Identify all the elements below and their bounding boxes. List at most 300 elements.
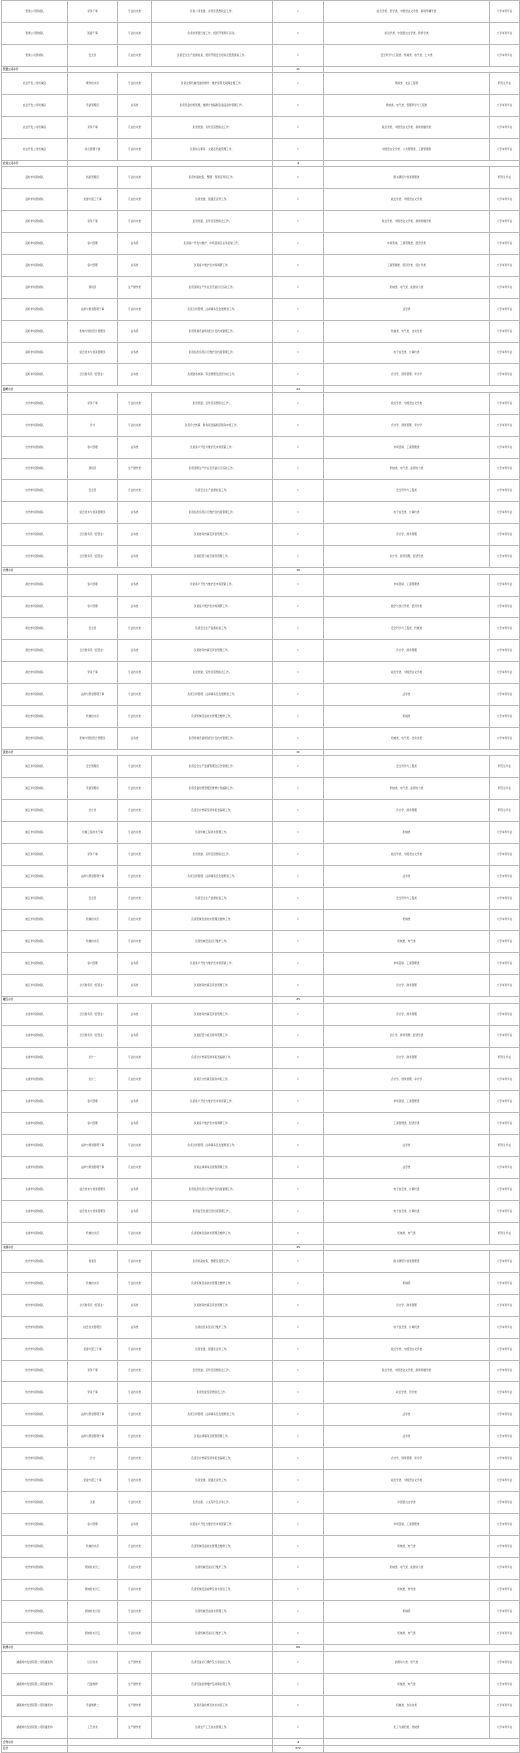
requirement-cell: 中国语言文学类 bbox=[324, 1491, 490, 1513]
duty-cell: 负责设备运行操作及日常巡检工作。 bbox=[152, 1651, 273, 1673]
post-cell: 党建与团工干事 bbox=[68, 189, 118, 211]
empty-cell bbox=[68, 568, 273, 575]
requirement-cell: 电子信息类、计算机类 bbox=[324, 1178, 490, 1200]
requirement-cell: 机械类 bbox=[324, 909, 490, 931]
education-cell: 大学本科毕业 bbox=[490, 1069, 520, 1091]
duty-cell: 负责党建、宣传及思想政治工作。 bbox=[152, 117, 273, 139]
type-cell: 专业技术类 bbox=[118, 1222, 152, 1244]
duty-cell: 负责设备检修及技术改造工作。 bbox=[152, 1695, 273, 1717]
table-row bbox=[2, 320, 520, 342]
post-cell: 客户经理 bbox=[68, 1091, 118, 1113]
education-cell: 研究生毕业 bbox=[490, 1222, 520, 1244]
type-cell: 专业技术类 bbox=[118, 887, 152, 909]
type-cell: 专业技术类 bbox=[118, 211, 152, 233]
education-cell: 大学本科毕业 bbox=[490, 1382, 520, 1404]
duty-cell: 负责机械设备技术管理及维修工作。 bbox=[152, 1535, 273, 1557]
table-row bbox=[2, 254, 520, 276]
unit-cell: 农业开发公司机械队 bbox=[2, 138, 68, 160]
count-cell: 1 bbox=[273, 320, 324, 342]
unit-cell: 杭州市场机械队 bbox=[2, 1557, 68, 1579]
type-cell: 专业技术类 bbox=[118, 778, 152, 800]
duty-cell: 负责法律事务及规划管理工作。 bbox=[152, 1156, 273, 1178]
education-cell: 大学本科毕业 bbox=[490, 1273, 520, 1295]
education-cell: 大学本科毕业 bbox=[490, 233, 520, 255]
unit-cell: 杭州市场机械队 bbox=[2, 1470, 68, 1492]
count-cell: 1 bbox=[273, 1426, 324, 1448]
table-row bbox=[2, 1448, 520, 1470]
type-cell: 专业技术类 bbox=[118, 662, 152, 684]
post-cell: 客户经理 bbox=[68, 233, 118, 255]
table-row bbox=[2, 414, 520, 436]
count-cell: 1 bbox=[273, 1579, 324, 1601]
requirement-cell: 工商管理类、经济学类 bbox=[324, 1113, 490, 1135]
count-cell: 1 bbox=[273, 1003, 324, 1025]
post-cell: 团委干事 bbox=[68, 22, 118, 44]
count-cell: 1 bbox=[273, 1047, 324, 1069]
post-cell: 文秘 bbox=[68, 1491, 118, 1513]
unit-cell: 杭州市场机械队 bbox=[2, 1360, 68, 1382]
count-cell: 1 bbox=[273, 1404, 324, 1426]
count-cell: 1 bbox=[273, 254, 324, 276]
unit-cell: 永康市场机械队 bbox=[2, 1047, 68, 1069]
duty-cell: 负责现场生产作业及设备运行巡检工作。 bbox=[152, 276, 273, 298]
type-cell: 业务类 bbox=[118, 1025, 152, 1047]
count-cell: 1 bbox=[273, 1695, 324, 1717]
duty-cell: 负责客户开发与维护及市场营销工作。 bbox=[152, 574, 273, 596]
requirement-cell: 市场营销、工商管理类 bbox=[324, 436, 490, 458]
type-cell: 专业技术类 bbox=[118, 44, 152, 66]
requirement-cell: 安全科学与工程类 bbox=[324, 756, 490, 778]
requirement-cell: 政治学类、哲学类 bbox=[324, 1382, 490, 1404]
table-row bbox=[2, 1651, 520, 1673]
type-cell: 生产操作类 bbox=[118, 458, 152, 480]
education-cell: 大学本科毕业 bbox=[490, 1601, 520, 1623]
duty-cell: 负责会计核算及财务报表编制工作。 bbox=[152, 800, 273, 822]
requirement-cell: 会计学、财务管理 bbox=[324, 640, 490, 662]
type-cell: 专业技术类 bbox=[118, 1426, 152, 1448]
education-cell: 大学本科毕业 bbox=[490, 364, 520, 386]
post-cell: 全员财务员（经营业） bbox=[68, 1003, 118, 1025]
post-cell: 信息技术与档案管理员 bbox=[68, 1200, 118, 1222]
requirement-cell: 机械类、电气类、能源动力类 bbox=[324, 1557, 490, 1579]
post-cell: 机械技术员 bbox=[68, 1222, 118, 1244]
count-cell: 1 bbox=[273, 1294, 324, 1316]
requirement-cell: 机械类、电气类 bbox=[324, 1535, 490, 1557]
unit-cell: 永康市场机械队 bbox=[2, 1069, 68, 1091]
type-cell: 专业技术类 bbox=[118, 138, 152, 160]
education-cell: 大学本科毕业 bbox=[490, 211, 520, 233]
table-row bbox=[2, 342, 520, 364]
requirement-cell: 机械类、电气类 bbox=[324, 1222, 490, 1244]
unit-cell: 永康市场机械队 bbox=[2, 1135, 68, 1157]
type-cell: 专业技术类 bbox=[118, 189, 152, 211]
type-cell: 专业技术类 bbox=[118, 800, 152, 822]
table-row bbox=[2, 95, 520, 117]
post-cell: 现场员 bbox=[68, 276, 118, 298]
unit-cell: 农业开发公司机械队 bbox=[2, 73, 68, 95]
duty-cell: 负责经营分析及财务管理工作。 bbox=[152, 546, 273, 568]
education-cell: 大学本科毕业 bbox=[490, 298, 520, 320]
type-cell: 业务类 bbox=[118, 953, 152, 975]
table-row bbox=[2, 1178, 520, 1200]
unit-cell: 温岭市场机械队 bbox=[2, 189, 68, 211]
post-cell: 运行技术 bbox=[68, 1651, 118, 1673]
unit-cell: 永康市场机械队 bbox=[2, 1091, 68, 1113]
education-cell: 大学本科毕业 bbox=[490, 843, 520, 865]
duty-cell: 负责客户维护及市场调研工作。 bbox=[152, 254, 273, 276]
education-cell: 研究生毕业 bbox=[490, 756, 520, 778]
type-cell: 专业技术类 bbox=[118, 414, 152, 436]
table-row bbox=[2, 953, 520, 975]
unit-cell: 杭州市场机械队 bbox=[2, 1513, 68, 1535]
duty-cell: 负责党建及思想政治工作。 bbox=[152, 1382, 273, 1404]
type-cell: 专业技术类 bbox=[118, 1069, 152, 1091]
type-cell: 业务类 bbox=[118, 254, 152, 276]
education-cell: 大学本科毕业 bbox=[490, 1251, 520, 1273]
education-cell: 大学本科毕业 bbox=[490, 138, 520, 160]
post-cell: 党务干事 bbox=[68, 1360, 118, 1382]
count-cell: 1 bbox=[273, 117, 324, 139]
requirement-cell: 机械类、农业工程类 bbox=[324, 73, 490, 95]
unit-cell: 永康市场机械队 bbox=[2, 1200, 68, 1222]
education-cell: 大学本科毕业 bbox=[490, 1535, 520, 1557]
unit-cell: 永康市场机械队 bbox=[2, 1222, 68, 1244]
unit-cell: 椒江市场机械队 bbox=[2, 975, 68, 997]
count-cell: 1 bbox=[273, 211, 324, 233]
count-cell: 1 bbox=[273, 342, 324, 364]
table-row bbox=[2, 596, 520, 618]
duty-cell: 负责党建、团建及宣传工作。 bbox=[152, 189, 273, 211]
count-cell: 1 bbox=[273, 909, 324, 931]
post-cell: 会计一 bbox=[68, 1047, 118, 1069]
post-cell: 现场员 bbox=[68, 458, 118, 480]
subtotal-count: 19 bbox=[273, 568, 324, 575]
unit-cell: 黄岩市场机械队 bbox=[2, 684, 68, 706]
table-row bbox=[2, 436, 520, 458]
unit-cell: 农业开发公司机械队 bbox=[2, 95, 68, 117]
count-cell: 1 bbox=[273, 138, 324, 160]
post-cell: 机械技术员 bbox=[68, 1273, 118, 1295]
type-cell: 专业技术类 bbox=[118, 1557, 152, 1579]
subtotal-label: 杭州小计 bbox=[2, 1645, 68, 1652]
unit-cell: 湖嘉城市发展有限公司附属机构 bbox=[2, 1651, 68, 1673]
subtotal-label: 农业公司小计 bbox=[2, 160, 68, 167]
duty-cell: 负责机械设备技术管理及维修工作。 bbox=[152, 909, 273, 931]
type-cell: 专业技术类 bbox=[118, 822, 152, 844]
type-cell: 业务类 bbox=[118, 436, 152, 458]
empty-cell bbox=[324, 568, 520, 575]
post-cell: 全员财务员（经营业） bbox=[68, 640, 118, 662]
post-cell: 安全员 bbox=[68, 887, 118, 909]
count-cell: 1 bbox=[273, 1623, 324, 1645]
duty-cell: 负责综合事务、文秘及档案管理工作。 bbox=[152, 138, 273, 160]
table-row bbox=[2, 1513, 520, 1535]
count-cell: 1 bbox=[273, 684, 324, 706]
type-cell: 专业技术类 bbox=[118, 1404, 152, 1426]
table-row bbox=[2, 618, 520, 640]
duty-cell: 负责共青团日常工作，组织开展青年活动。 bbox=[152, 22, 273, 44]
education-cell: 大学本科毕业 bbox=[490, 1178, 520, 1200]
count-cell: 1 bbox=[273, 705, 324, 727]
unit-cell: 杭州市场机械队 bbox=[2, 1579, 68, 1601]
unit-cell: 黄岩市场机械队 bbox=[2, 596, 68, 618]
unit-cell: 永康市场机械队 bbox=[2, 1156, 68, 1178]
duty-cell: 负责客户维护及市场调研工作。 bbox=[152, 596, 273, 618]
requirement-cell: 会计学、财务管理 bbox=[324, 1294, 490, 1316]
count-cell: 1 bbox=[273, 596, 324, 618]
duty-cell: 负责安全生产监督管理及应急管理工作。 bbox=[152, 756, 273, 778]
post-cell: 客户经理 bbox=[68, 254, 118, 276]
requirement-cell: 会计学、财务管理、审计学 bbox=[324, 1069, 490, 1091]
count-cell: 1 bbox=[273, 1200, 324, 1222]
unit-cell: 杭州市场机械队 bbox=[2, 1382, 68, 1404]
unit-cell: 椒江市场机械队 bbox=[2, 800, 68, 822]
duty-cell: 负责机械设备技术管理工作。 bbox=[152, 1601, 273, 1623]
count-cell: 1 bbox=[273, 953, 324, 975]
subtotal-row bbox=[2, 1244, 520, 1251]
education-cell: 大学本科毕业 bbox=[490, 1579, 520, 1601]
type-cell: 专业技术类 bbox=[118, 684, 152, 706]
education-cell: 大学本科毕业 bbox=[490, 822, 520, 844]
requirement-cell: 政治学类、中国语言文学类、新闻传播学类 bbox=[324, 117, 490, 139]
requirement-cell: 能源动力类、电气类 bbox=[324, 1651, 490, 1673]
table-body bbox=[2, 1, 520, 1753]
requirement-cell: 电子信息类、计算机类 bbox=[324, 342, 490, 364]
unit-cell: 杭州市场机械队 bbox=[2, 1623, 68, 1645]
duty-cell: 负责会计核算及税务申报工作。 bbox=[152, 1069, 273, 1091]
recruitment-table bbox=[1, 0, 520, 1753]
subtotal-count: 69 bbox=[273, 1645, 324, 1652]
duty-cell: 负责设备检修维护及故障处理工作。 bbox=[152, 1673, 273, 1695]
post-cell: 机械与规划设计管理员 bbox=[68, 727, 118, 749]
table-row bbox=[2, 727, 520, 749]
duty-cell: 负责机械设备技术管理及维修工作。 bbox=[152, 1222, 273, 1244]
unit-cell: 杭州市场机械队 bbox=[2, 1601, 68, 1623]
education-cell: 大学本科毕业 bbox=[490, 95, 520, 117]
empty-cell bbox=[324, 1645, 520, 1652]
type-cell: 专业技术类 bbox=[118, 756, 152, 778]
requirement-cell: 政治学类、中国语言文学类 bbox=[324, 843, 490, 865]
duty-cell: 负责生产工艺技术管理工作。 bbox=[152, 1717, 273, 1739]
education-cell: 大学本科毕业 bbox=[490, 1338, 520, 1360]
requirement-cell: 安全科学与工程类、机械类、电气类、土木类 bbox=[324, 44, 490, 66]
table-row bbox=[2, 822, 520, 844]
duty-cell: 负责机械设备技术管理及维修工作。 bbox=[152, 705, 273, 727]
post-cell: 安全员 bbox=[68, 44, 118, 66]
post-cell: 信息技术与档案管理员 bbox=[68, 342, 118, 364]
duty-cell: 负责信息系统运行维护工作。 bbox=[152, 1316, 273, 1338]
post-cell: 信息技术与档案管理员 bbox=[68, 1178, 118, 1200]
unit-cell: 杭州市场机械队 bbox=[2, 1338, 68, 1360]
count-cell: 1 bbox=[273, 1156, 324, 1178]
post-cell: 信息技术与档案管理员 bbox=[68, 502, 118, 524]
unit-cell: 杭州市场机械队 bbox=[2, 1316, 68, 1338]
post-cell: 党务干事 bbox=[68, 662, 118, 684]
duty-cell: 负责合同管理、法律事务及发展规划工作。 bbox=[152, 684, 273, 706]
type-cell: 生产操作类 bbox=[118, 1717, 152, 1739]
count-cell: 1 bbox=[273, 1491, 324, 1513]
count-cell: 1 bbox=[273, 1513, 324, 1535]
type-cell: 业务类 bbox=[118, 364, 152, 386]
type-cell: 专业技术类 bbox=[118, 1251, 152, 1273]
empty-cell bbox=[324, 1739, 520, 1746]
duty-cell: 负责党建、宣传及思想政治工作。 bbox=[152, 211, 273, 233]
unit-cell: 温岭市场机械队 bbox=[2, 233, 68, 255]
table-row bbox=[2, 480, 520, 502]
duty-cell: 负责安全生产监督检查工作。 bbox=[152, 618, 273, 640]
duty-cell: 负责档案收集、整理及保管工作。 bbox=[152, 1251, 273, 1273]
count-cell: 1 bbox=[273, 44, 324, 66]
post-cell: 法律与规划管理干事 bbox=[68, 865, 118, 887]
education-cell: 大学本科毕业 bbox=[490, 1404, 520, 1426]
empty-cell bbox=[324, 749, 520, 756]
table-row bbox=[2, 276, 520, 298]
table-row bbox=[2, 1047, 520, 1069]
subtotal-row bbox=[2, 568, 520, 575]
unit-cell: 永康市场机械队 bbox=[2, 1178, 68, 1200]
education-cell: 大学本科毕业 bbox=[490, 1003, 520, 1025]
post-cell: 综合管理干事 bbox=[68, 138, 118, 160]
education-cell: 大学本科毕业 bbox=[490, 1294, 520, 1316]
subtotal-row bbox=[2, 1739, 520, 1746]
count-cell: 1 bbox=[273, 1069, 324, 1091]
requirement-cell: 机械类 bbox=[324, 1601, 490, 1623]
table-row bbox=[2, 1135, 520, 1157]
duty-cell: 负责设备台账管理及维修计划编制工作。 bbox=[152, 778, 273, 800]
education-cell: 大学本科毕业 bbox=[490, 342, 520, 364]
education-cell: 大学本科毕业 bbox=[490, 1156, 520, 1178]
unit-cell: 管道公司机械队 bbox=[2, 1, 68, 23]
requirement-cell: 市场营销、工商管理类 bbox=[324, 1091, 490, 1113]
count-cell: 1 bbox=[273, 1448, 324, 1470]
requirement-cell: 会计学、财务管理 bbox=[324, 1047, 490, 1069]
table-row bbox=[2, 640, 520, 662]
count-cell: 1 bbox=[273, 1091, 324, 1113]
education-cell: 大学本科毕业 bbox=[490, 524, 520, 546]
type-cell: 业务类 bbox=[118, 95, 152, 117]
type-cell: 专业技术类 bbox=[118, 1579, 152, 1601]
post-cell: 设备维修二 bbox=[68, 1695, 118, 1717]
type-cell: 专业技术类 bbox=[118, 1535, 152, 1557]
education-cell: 研究生毕业 bbox=[490, 167, 520, 189]
duty-cell: 负责客户开发与维护、市场营销及业务拓展工作。 bbox=[152, 233, 273, 255]
requirement-cell: 图书情报与档案管理类 bbox=[324, 167, 490, 189]
duty-cell: 负责设备台账管理、维修计划编制及备品备件管理工作。 bbox=[152, 95, 273, 117]
education-cell: 大学本科毕业 bbox=[490, 1491, 520, 1513]
education-cell: 大学本科毕业 bbox=[490, 480, 520, 502]
table-row bbox=[2, 1113, 520, 1135]
type-cell: 专业技术类 bbox=[118, 167, 152, 189]
requirement-cell: 政治学类、中国语言文学类 bbox=[324, 662, 490, 684]
requirement-cell: 机械类 bbox=[324, 822, 490, 844]
table-row bbox=[2, 1695, 520, 1717]
post-cell: 会计员 bbox=[68, 800, 118, 822]
type-cell: 业务类 bbox=[118, 574, 152, 596]
requirement-cell: 会计学、财务管理 bbox=[324, 800, 490, 822]
count-cell: 1 bbox=[273, 502, 324, 524]
post-cell: 客户经理 bbox=[68, 596, 118, 618]
unit-cell: 温岭市场机械队 bbox=[2, 364, 68, 386]
education-cell: 大学本科毕业 bbox=[490, 596, 520, 618]
type-cell: 业务类 bbox=[118, 640, 152, 662]
requirement-cell: 政治学类、中国语言文学类、教育学类 bbox=[324, 22, 490, 44]
type-cell: 业务类 bbox=[118, 320, 152, 342]
subtotal-count: 35 bbox=[273, 1244, 324, 1251]
unit-cell: 温岭市场机械队 bbox=[2, 342, 68, 364]
subtotal-count: 23 bbox=[273, 386, 324, 393]
education-cell: 研究生毕业 bbox=[490, 1135, 520, 1157]
requirement-cell: 政治学类、中国语言文学类 bbox=[324, 1470, 490, 1492]
unit-cell: 台州市场机械队 bbox=[2, 480, 68, 502]
unit-cell: 台州市场机械队 bbox=[2, 414, 68, 436]
count-cell: 1 bbox=[273, 727, 324, 749]
education-cell: 大学本科毕业 bbox=[490, 458, 520, 480]
count-cell: 1 bbox=[273, 1316, 324, 1338]
subtotal-count: 11 bbox=[273, 749, 324, 756]
duty-cell: 负责党建、团建及宣传工作。 bbox=[152, 1470, 273, 1492]
post-cell: 全员财务员（经营业） bbox=[68, 524, 118, 546]
table-row bbox=[2, 705, 520, 727]
type-cell: 业务类 bbox=[118, 233, 152, 255]
education-cell: 大学本科毕业 bbox=[490, 1360, 520, 1382]
table-row bbox=[2, 1294, 520, 1316]
education-cell: 大学本科毕业 bbox=[490, 254, 520, 276]
requirement-cell: 市场营销、工商管理类 bbox=[324, 1513, 490, 1535]
table-row bbox=[2, 1156, 520, 1178]
unit-cell: 农业开发公司机械队 bbox=[2, 117, 68, 139]
subtotal-count: 25 bbox=[273, 997, 324, 1004]
post-cell: 法律与规划管理干事 bbox=[68, 1404, 118, 1426]
empty-cell bbox=[68, 66, 273, 73]
count-cell: 1 bbox=[273, 1025, 324, 1047]
type-cell: 专业技术类 bbox=[118, 931, 152, 953]
subtotal-label: 管道公司小计 bbox=[2, 66, 68, 73]
table-row bbox=[2, 524, 520, 546]
count-cell: 1 bbox=[273, 95, 324, 117]
table-row bbox=[2, 574, 520, 596]
duty-cell: 负责法律事务及规划管理工作。 bbox=[152, 1426, 273, 1448]
type-cell: 业务类 bbox=[118, 1294, 152, 1316]
education-cell: 大学本科毕业 bbox=[490, 662, 520, 684]
education-cell: 研究生毕业 bbox=[490, 1047, 520, 1069]
duty-cell: 负责机械设备运行维护工作。 bbox=[152, 1557, 273, 1579]
table-row bbox=[2, 189, 520, 211]
requirement-cell: 政治学类、哲学类、中国语言文学类、新闻传播学类 bbox=[324, 1, 490, 23]
requirement-cell: 电子信息类、计算机类 bbox=[324, 1316, 490, 1338]
unit-cell: 杭州市场机械队 bbox=[2, 1448, 68, 1470]
type-cell: 专业技术类 bbox=[118, 392, 152, 414]
requirement-cell: 会计学、财务管理、审计学 bbox=[324, 414, 490, 436]
post-cell: 机械技术员 bbox=[68, 1535, 118, 1557]
post-cell: 党务干事 bbox=[68, 117, 118, 139]
empty-cell bbox=[68, 1739, 273, 1746]
requirement-cell: 化工与制药类、机械类 bbox=[324, 1717, 490, 1739]
duty-cell: 负责档案收集、整理、保管及利用工作。 bbox=[152, 167, 273, 189]
post-cell: 操作技术员 bbox=[68, 73, 118, 95]
count-cell: 1 bbox=[273, 843, 324, 865]
requirement-cell: 数学与统计学类、经济学类 bbox=[324, 596, 490, 618]
education-cell: 大学本科毕业 bbox=[490, 705, 520, 727]
count-cell: 1 bbox=[273, 662, 324, 684]
type-cell: 专业技术类 bbox=[118, 117, 152, 139]
table-row bbox=[2, 392, 520, 414]
requirement-cell: 安全科学与工程类、机械类 bbox=[324, 618, 490, 640]
post-cell: 党建与团工干事 bbox=[68, 1338, 118, 1360]
count-cell: 1 bbox=[273, 1717, 324, 1739]
table-row bbox=[2, 887, 520, 909]
education-cell: 研究生毕业 bbox=[490, 73, 520, 95]
education-cell: 大学本科毕业 bbox=[490, 640, 520, 662]
